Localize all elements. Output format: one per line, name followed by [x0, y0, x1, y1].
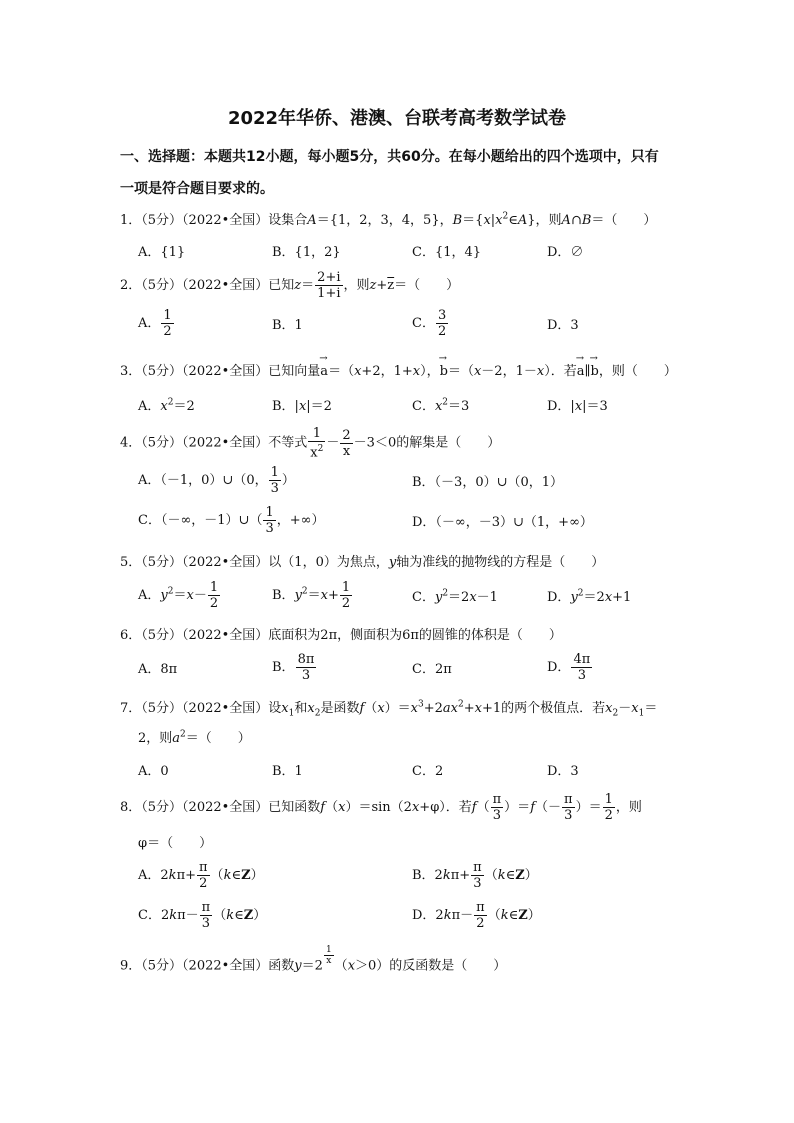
q1-option-b: B．{1，2} — [272, 245, 341, 260]
q2-option-b: B．1 — [272, 318, 303, 333]
q7-option-b: B．1 — [272, 764, 303, 779]
question-4: 4．（5分）（2022•全国）不等式 $\frac{1}{x^2}$ － $\frac{2}{x}$ －3＜0的解集是（ ） — [120, 426, 501, 461]
q2-option-a: A． $\frac{1}{2}$ — [138, 308, 172, 339]
q8-option-c: C．2kπ－ $\frac{\pi}{3}$ （k∈Z） — [138, 900, 267, 931]
question-6: 6．（5分）（2022•全国）底面积为2π，侧面积为6π的圆锥的体积是（ ） — [120, 628, 562, 643]
q5-option-d: D．$y^2=2x+1$ — [547, 588, 632, 605]
q7-option-c: C．2 — [412, 764, 444, 779]
section-heading-line2: 一项是符合题目要求的。 — [120, 181, 274, 197]
q1-option-a: A．{1} — [138, 245, 186, 260]
q4-option-d: D．（－∞，－3）∪（1，+∞） — [412, 515, 593, 530]
q8-option-b: B．2kπ+ $\frac{\pi}{3}$ （k∈Z） — [412, 860, 538, 891]
question-1: 1．（5分）（2022•全国）设集合A＝{1，2，3，4，5}，$B=\{x|x^2\in A\}$，则A∩B＝（ ） — [120, 211, 657, 228]
question-3: 3．（5分）（2022•全国）已知向量→ a＝（x+2，1+x），→ b＝（x－2，1－x）．若→ a∥→ b，则（ ） — [120, 360, 677, 379]
q2-option-c: C． $\frac{3}{2}$ — [412, 308, 447, 339]
q4-option-a: A．（－1，0）∪（0， $\frac{1}{3}$ ） — [138, 465, 295, 496]
question-5: 5．（5分）（2022•全国）以（1，0）为焦点，y轴为准线的抛物线的方程是（ ） — [120, 555, 605, 570]
q1-option-d: D．∅ — [547, 245, 584, 260]
q7-option-a: A．0 — [138, 764, 169, 779]
q4-option-c: C．（－∞，－1）∪（ $\frac{1}{3}$ ，+∞） — [138, 505, 325, 536]
question-8-line2: φ＝（ ） — [138, 836, 213, 851]
q6-option-a: A．8π — [138, 662, 178, 677]
q4-option-b: B．（－3，0）∪（0，1） — [412, 475, 564, 490]
q6-option-b: B． $\frac{8\pi}{3}$ — [272, 652, 315, 683]
q6-option-d: D． $\frac{4\pi}{3}$ — [547, 652, 591, 683]
q5-option-a: A．$y^2=x-$ $\frac{1}{2}$ — [138, 580, 219, 611]
q3-option-c: C．$x^2=3$ — [412, 397, 470, 414]
question-2: 2．（5分）（2022•全国）已知z＝ $\frac{2+i}{1+i}$ ，则$z+\overline{z}=$（ ） — [120, 270, 460, 301]
question-8-line1: 8．（5分）（2022•全国）已知函数f（x）＝sin（2x+φ）．若f（ $\frac{\pi}{3}$ ）＝f（－ $\frac{\pi}{3}$ ）＝ $\frac{1}{2}$ ，则 — [120, 792, 642, 823]
q2-option-d: D．3 — [547, 318, 579, 333]
q3-option-d: D．|x|＝3 — [547, 399, 608, 414]
q5-option-c: C．$y^2=2x-1$ — [412, 588, 498, 605]
question-9: 9．（5分）（2022•全国）函数y＝2 $^{\frac{1}{x}}$ （x＞0）的反函数是（ ） — [120, 945, 507, 974]
page-title: 2022年华侨、港澳、台联考高考数学试卷 — [227, 108, 567, 129]
q8-option-a: A．2kπ+ $\frac{\pi}{2}$ （k∈Z） — [138, 860, 264, 891]
q3-option-b: B．|x|＝2 — [272, 399, 332, 414]
question-7-line1: 7．（5分）（2022•全国）设$x_1$和$x_2$是函数$f(x)=x^3+2ax^2+x+1$的两个极值点．若$x_2-x_1=$ — [120, 699, 658, 719]
q7-option-d: D．3 — [547, 764, 579, 779]
q1-option-c: C．{1，4} — [412, 245, 482, 260]
q6-option-c: C．2π — [412, 662, 452, 677]
question-7-line2: 2，则$a^2=$（ ） — [138, 729, 251, 746]
section-heading-line1: 一、选择题：本题共12小题，每小题5分，共60分。在每小题给出的四个选项中，只有 — [120, 149, 659, 165]
q3-option-a: A．$x^2=2$ — [138, 397, 195, 414]
q5-option-b: B．$y^2=x+$ $\frac{1}{2}$ — [272, 580, 351, 611]
q8-option-d: D．2kπ－ $\frac{\pi}{2}$ （k∈Z） — [412, 900, 541, 931]
